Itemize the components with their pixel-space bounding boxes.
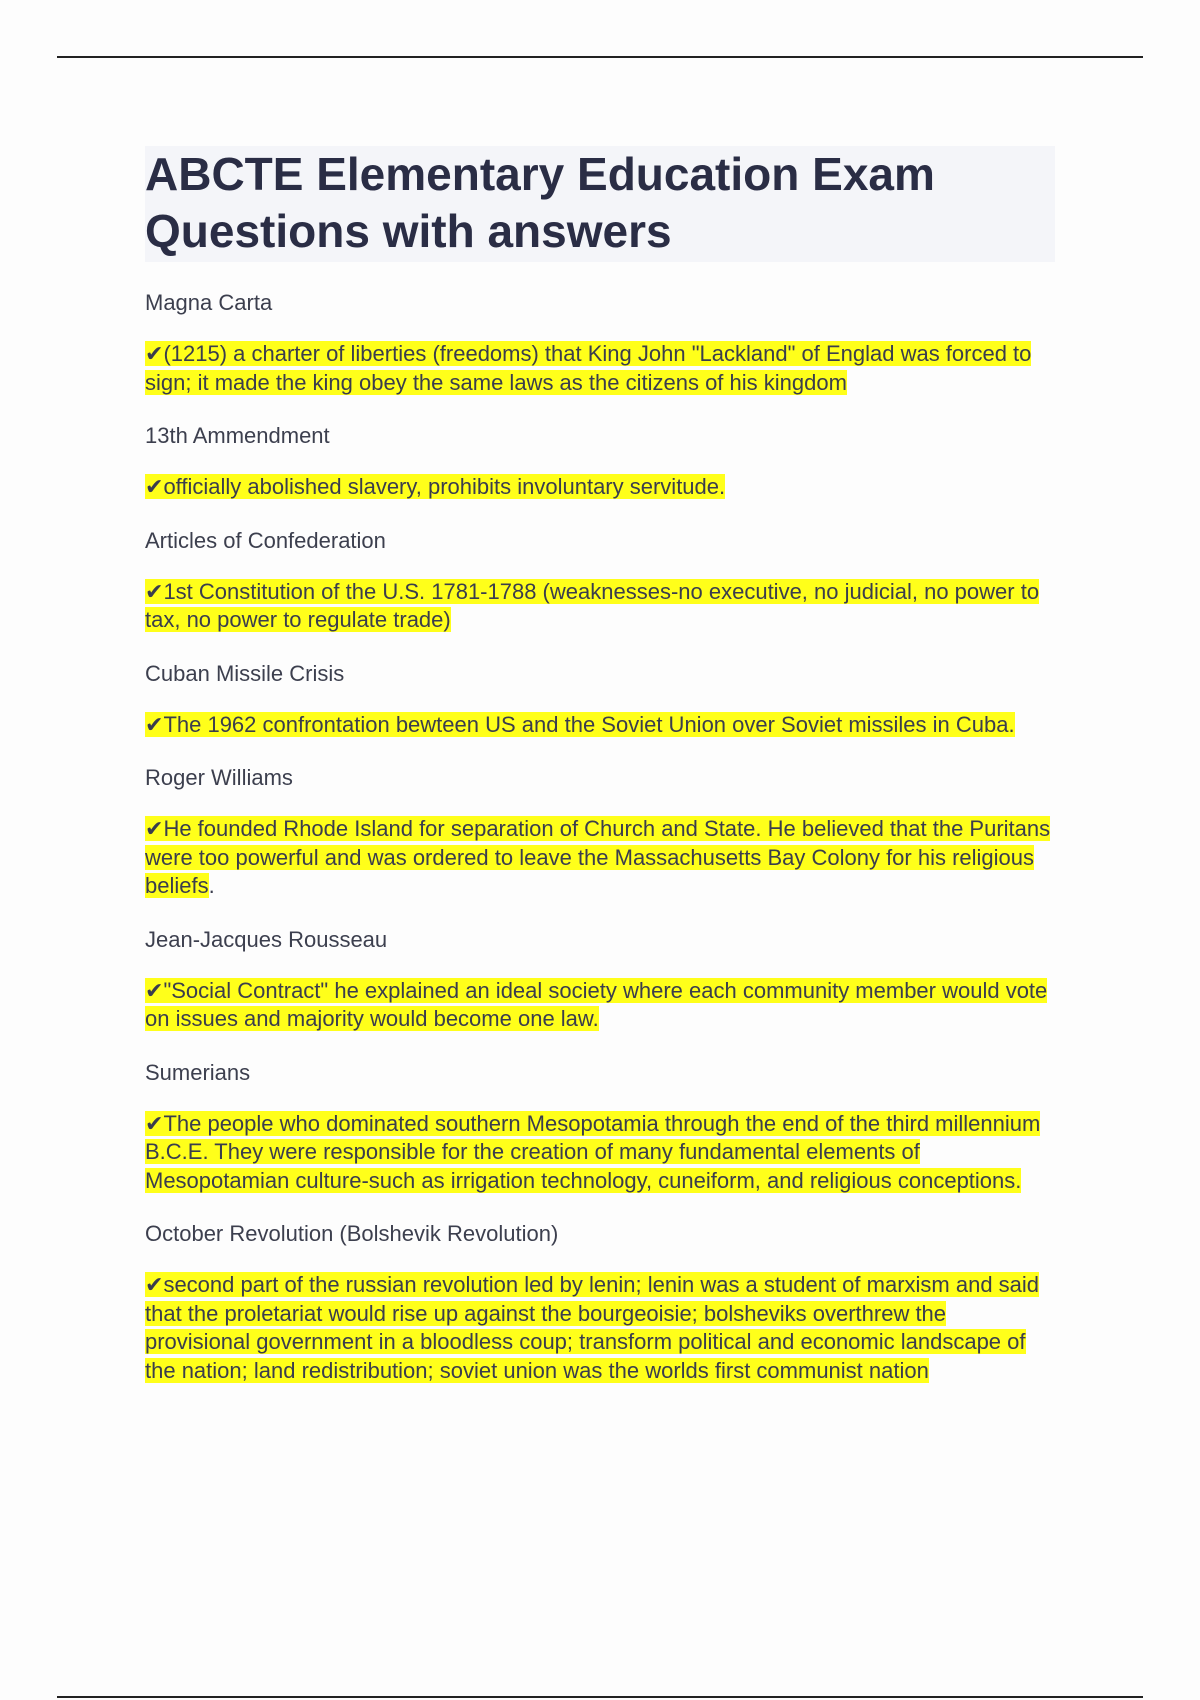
answer-highlight <box>145 978 1047 1032</box>
answer-highlight <box>145 341 1031 395</box>
qa-item <box>145 1058 1055 1196</box>
answer-text <box>145 340 1055 397</box>
qa-item <box>145 763 1055 901</box>
answer-highlight <box>145 474 725 499</box>
answer-body: officially abolished slavery, prohibits involuntary servitude. <box>163 474 726 499</box>
check-mark-icon: ✔ <box>145 1110 164 1136</box>
document-body <box>145 146 1055 1409</box>
question-text: 13th Ammendment <box>145 423 330 448</box>
check-mark-icon: ✔ <box>145 816 164 841</box>
check-mark-icon: ✔ <box>145 474 164 499</box>
question-text: Sumerians <box>145 1059 251 1085</box>
qa-item <box>145 925 1055 1034</box>
answer-body: second part of the russian revolution led by lenin; lenin was a student of marxism and said that the proletariat would rise up against the bourgeoisie; bolsheviks overthrew the provisional government in a bloodless coup; transform political and economic landscape of the nation; land redistribution; soviet union was the worlds first communist nation <box>145 1272 1040 1383</box>
check-mark-icon: ✔ <box>145 1272 164 1297</box>
answer-text <box>145 473 1055 502</box>
answer-body: He founded Rhode Island for separation of Church and State. He believed that the Puritans were too powerful and was ordered to leave the Massachusetts Bay Colony for his religious beliefs <box>145 816 1051 898</box>
answer-highlight <box>145 712 1015 737</box>
check-mark-icon: ✔ <box>145 977 164 1003</box>
qa-item <box>145 421 1055 502</box>
answer-text <box>145 578 1055 635</box>
answer-body: "Social Contract" he explained an ideal society where each community member would vote on issues and majority would become one law. <box>145 977 1048 1031</box>
answer-body: (1215) a charter of liberties (freedoms) that King John "Lackland" of Englad was forced to sign; it made the king obey the same laws as the citizens of his kingdom <box>145 341 1032 395</box>
answer-body: The 1962 confrontation bewteen US and the Soviet Union over Soviet missiles in Cuba. <box>163 711 1015 737</box>
answer-text <box>145 1271 1055 1385</box>
qa-item <box>145 1219 1055 1385</box>
qa-item <box>145 288 1055 397</box>
answer-highlight <box>145 1272 1039 1383</box>
check-mark-icon: ✔ <box>145 711 164 737</box>
answer-text <box>145 977 1055 1034</box>
check-mark-icon: ✔ <box>145 578 164 604</box>
answer-highlight <box>145 816 1050 898</box>
question-text: Magna Carta <box>145 290 273 315</box>
answer-text <box>145 815 1055 901</box>
footer-divider <box>57 1696 1143 1698</box>
question-text: Cuban Missile Crisis <box>145 660 345 686</box>
question-text: Roger Williams <box>145 765 293 790</box>
check-mark-icon: ✔ <box>145 341 164 366</box>
answer-text <box>145 711 1055 740</box>
question-text: Articles of Confederation <box>145 527 386 553</box>
answer-text <box>145 1110 1055 1196</box>
question-text: Jean-Jacques Rousseau <box>145 926 388 952</box>
answer-body: The people who dominated southern Mesopotamia through the end of the third millennium B.C.E. They were responsible for the creation of many fundamental elements of Mesopotamian culture-such as irrigation technology, cuneiform, and religious conceptions. <box>145 1110 1041 1193</box>
title-block <box>145 146 1055 262</box>
header-divider <box>57 56 1143 58</box>
answer-highlight <box>145 579 1039 633</box>
answer-tail: . <box>208 873 215 898</box>
answer-body: 1st Constitution of the U.S. 1781-1788 (weaknesses-no executive, no judicial, no power to tax, no power to regulate trade) <box>145 578 1040 632</box>
page-title: ABCTE Elementary Education Exam Questions with answers <box>145 148 935 257</box>
question-text: October Revolution (Bolshevik Revolution) <box>145 1221 559 1246</box>
answer-highlight <box>145 1111 1040 1193</box>
qa-item <box>145 659 1055 740</box>
qa-item <box>145 526 1055 635</box>
